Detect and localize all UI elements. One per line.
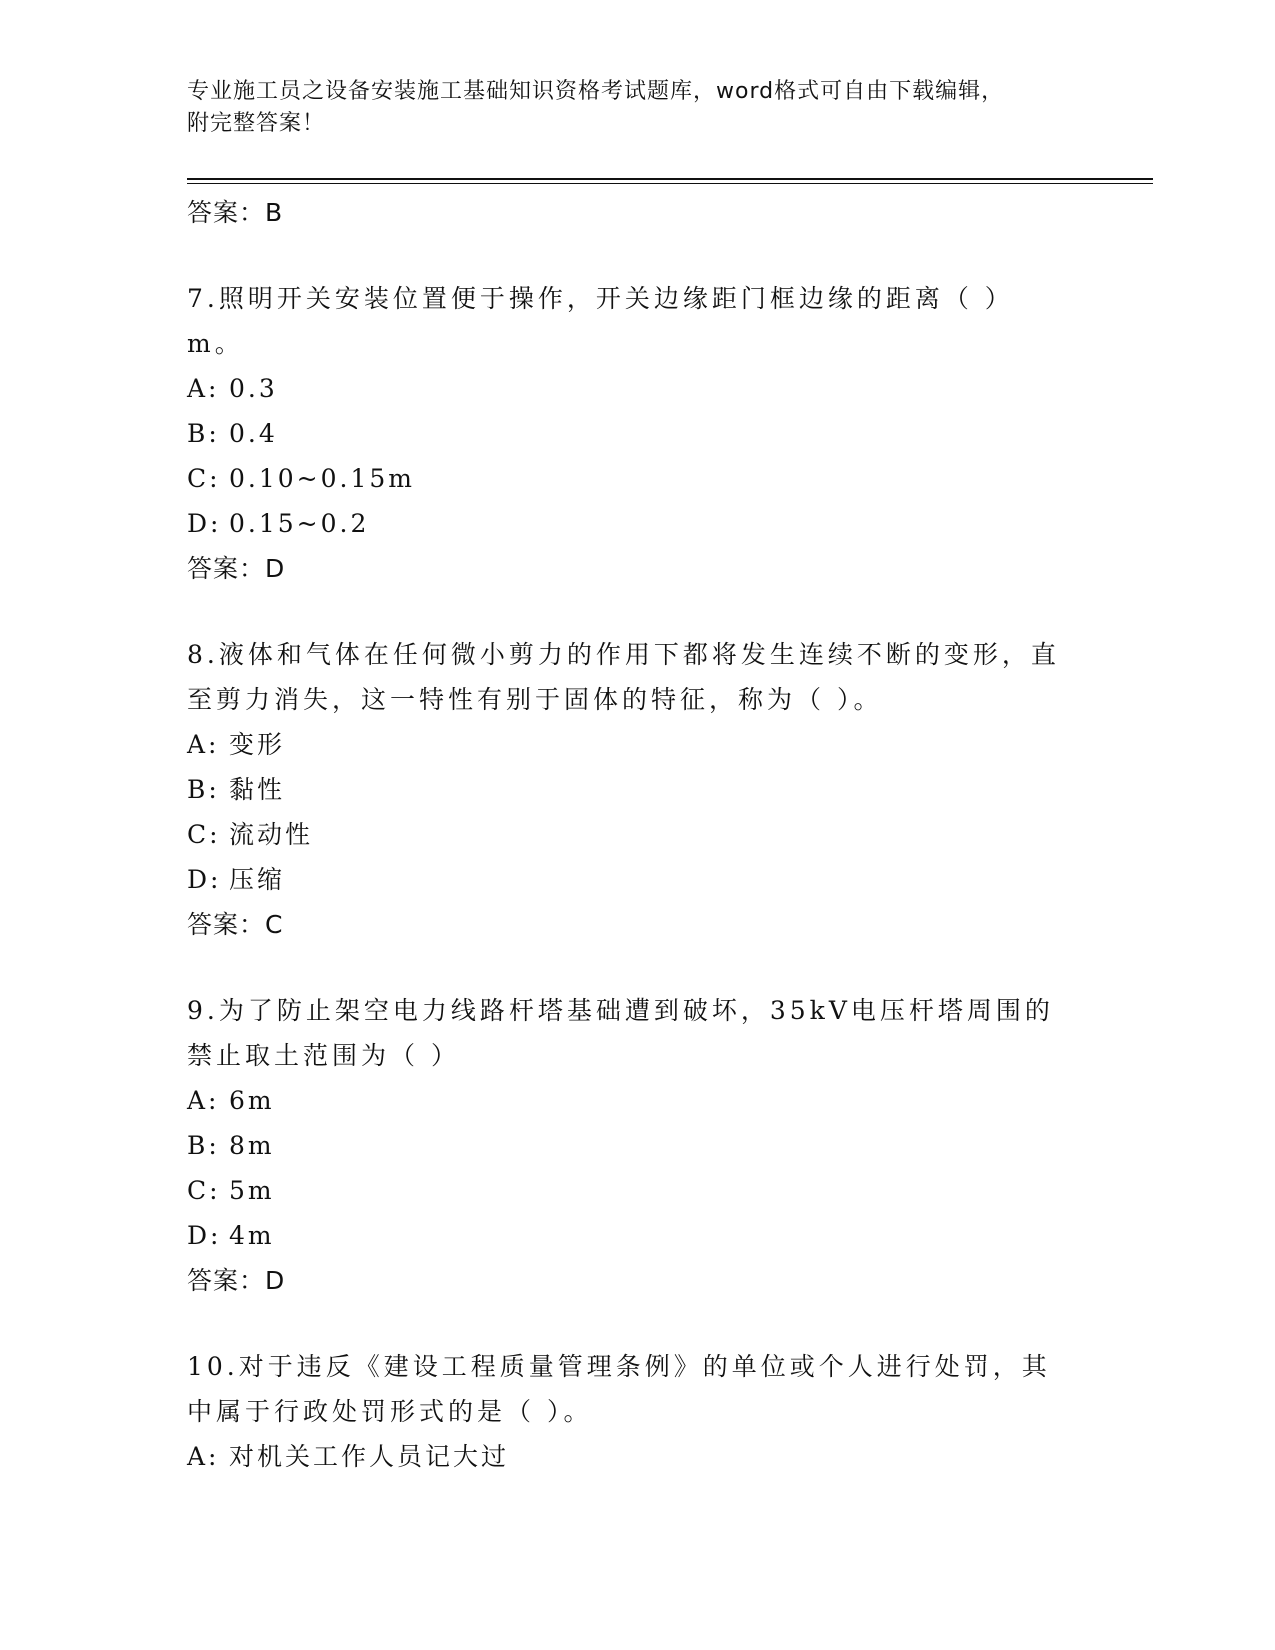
option-text: 5m bbox=[229, 1176, 275, 1205]
option-text: 8m bbox=[229, 1131, 275, 1160]
option-text: 0.10~0.15m bbox=[229, 464, 415, 493]
option-c bbox=[187, 812, 1087, 857]
option-letter: C: bbox=[187, 1176, 221, 1205]
question-list bbox=[187, 190, 1087, 1479]
header-rule-thick bbox=[187, 178, 1153, 180]
option-letter: A: bbox=[187, 374, 220, 403]
answer-line: 答案：D bbox=[187, 1266, 286, 1295]
option-letter: A: bbox=[187, 1086, 220, 1115]
option-text: 对机关工作人员记大过 bbox=[229, 1442, 510, 1471]
question-block bbox=[187, 632, 1087, 948]
option-c bbox=[187, 1168, 1087, 1213]
option-letter: C: bbox=[187, 464, 221, 493]
option-a bbox=[187, 366, 1087, 411]
question-block bbox=[187, 988, 1087, 1304]
option-c bbox=[187, 456, 1087, 501]
question-block bbox=[187, 1344, 1087, 1479]
header-rule-thin bbox=[187, 183, 1153, 184]
header-line-1: 专业施工员之设备安装施工基础知识资格考试题库，word格式可自由下载编辑， bbox=[187, 79, 1005, 104]
option-text: 变形 bbox=[229, 730, 286, 759]
option-letter: B: bbox=[187, 1131, 220, 1160]
option-letter: D: bbox=[187, 1221, 222, 1250]
option-d bbox=[187, 1213, 1087, 1258]
option-letter: C: bbox=[187, 820, 221, 849]
option-text: 0.4 bbox=[229, 419, 278, 448]
option-letter: B: bbox=[187, 775, 220, 804]
option-b bbox=[187, 767, 1087, 812]
option-text: 4m bbox=[229, 1221, 275, 1250]
option-letter: A: bbox=[187, 1442, 220, 1471]
question-text: 9.为了防止架空电力线路杆塔基础遭到破坏，35kV电压杆塔周围的禁止取土范围为（ ） bbox=[187, 996, 1054, 1070]
option-a bbox=[187, 1078, 1087, 1123]
option-text: 6m bbox=[229, 1086, 275, 1115]
option-text: 0.15~0.2 bbox=[229, 509, 370, 538]
option-a bbox=[187, 1434, 1087, 1479]
question-text: 10.对于违反《建设工程质量管理条例》的单位或个人进行处罚，其中属于行政处罚形式的是（ ）。 bbox=[187, 1352, 1051, 1426]
option-letter: D: bbox=[187, 509, 222, 538]
option-d bbox=[187, 857, 1087, 902]
answer-line: 答案：C bbox=[187, 910, 284, 939]
answer-line: 答案：B bbox=[187, 198, 284, 227]
option-letter: A: bbox=[187, 730, 220, 759]
option-text: 流动性 bbox=[229, 820, 314, 849]
option-text: 压缩 bbox=[229, 865, 286, 894]
question-text: 8.液体和气体在任何微小剪力的作用下都将发生连续不断的变形，直至剪力消失，这一特性有别于固体的特征，称为（ ）。 bbox=[187, 640, 1060, 714]
page-header bbox=[187, 76, 1067, 140]
option-b bbox=[187, 411, 1087, 456]
option-letter: D: bbox=[187, 865, 222, 894]
question-text: 7.照明开关安装位置便于操作，开关边缘距门框边缘的距离（ ）m。 bbox=[187, 284, 1014, 358]
question-block bbox=[187, 276, 1087, 592]
header-line-2: 附完整答案！ bbox=[187, 111, 326, 136]
option-text: 0.3 bbox=[229, 374, 278, 403]
option-letter: B: bbox=[187, 419, 220, 448]
option-a bbox=[187, 722, 1087, 767]
option-text: 黏性 bbox=[229, 775, 286, 804]
option-b bbox=[187, 1123, 1087, 1168]
answer-line: 答案：D bbox=[187, 554, 286, 583]
option-d bbox=[187, 501, 1087, 546]
